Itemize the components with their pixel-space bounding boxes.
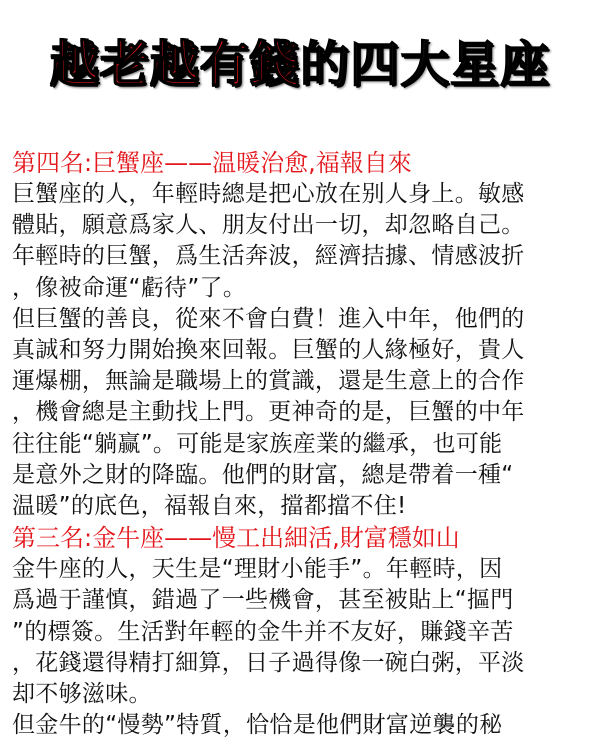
text-line: 但金牛的“慢勢”特質，恰恰是他們財富逆襲的秘: [12, 712, 503, 739]
article-title: [0, 34, 600, 96]
text-line: 巨蟹座的人，年輕時總是把心放在别人身上。敏感: [12, 181, 525, 207]
paragraph: [12, 554, 592, 710]
title-black-part: 的四大星座: [300, 36, 551, 93]
text-line: 往往能“躺赢”。可能是家族産業的繼承，也可能: [12, 430, 503, 457]
section-heading-taurus: 第三名:金牛座——慢工出細活,財富穩如山: [12, 524, 460, 553]
article-body: [12, 147, 592, 741]
text-line: ”的標簽。生活對年輕的金牛并不友好，賺錢辛苦: [12, 618, 514, 645]
text-line: 是意外之財的降臨。他們的財富，總是帶着一種“: [12, 461, 514, 488]
text-line: ，花錢還得精打細算，日子過得像一碗白粥，平淡: [12, 649, 525, 676]
text-line: 真誠和努力開始換來回報。巨蟹的人緣極好，貴人: [12, 337, 525, 364]
text-line: 金牛座的人，天生是“理財小能手”。年輕時，因: [12, 556, 503, 583]
text-line: 體貼，願意爲家人、朋友付出一切，却忽略自己。: [12, 212, 525, 239]
paragraph: [12, 304, 592, 522]
text-line: 却不够滋味。: [12, 681, 152, 708]
text-line: 但巨蟹的善良，從來不會白費！進入中年，他們的: [12, 305, 525, 332]
text-line: 温暖”的底色，福報自來，擋都擋不住!: [12, 493, 407, 520]
paragraph: [12, 179, 592, 304]
text-line: 運爆棚，無論是職場上的賞識，還是生意上的合作: [12, 368, 525, 395]
text-line: ，像被命運“虧待”了。: [12, 274, 247, 301]
section-heading-cancer: 第四名:巨蟹座——温暖治愈,福報自來: [12, 149, 412, 177]
title-red-part: 越老越有錢: [49, 36, 300, 93]
text-line: 年輕時的巨蟹，爲生活奔波，經濟拮據、情感波折: [12, 243, 525, 270]
text-line: ，機會總是主動找上門。更神奇的是，巨蟹的中年: [12, 399, 525, 426]
text-line: 爲過于謹慎，錯過了一些機會，甚至被貼上“摳門: [12, 587, 514, 614]
paragraph: [12, 710, 592, 741]
